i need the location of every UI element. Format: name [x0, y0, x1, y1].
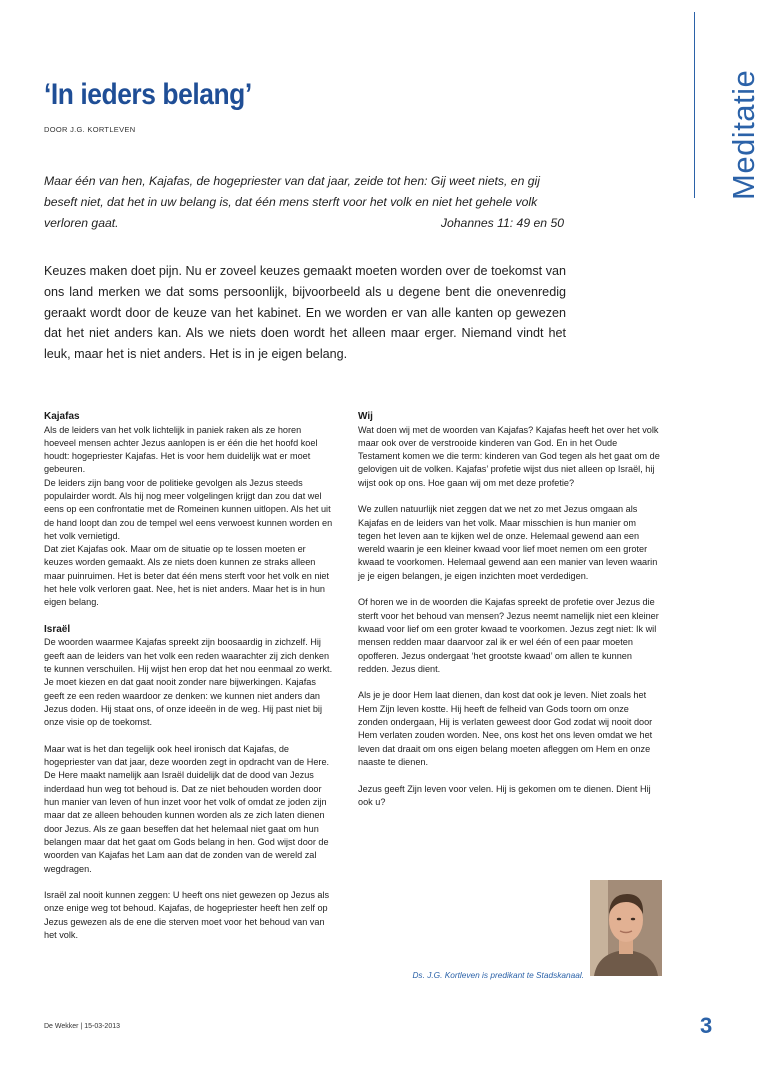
left-column [44, 410, 334, 956]
paragraph: Maar wat is het dan tegelijk ook heel ironisch dat Kajafas, de hogepriester van dat jaar, deze woorden zegt in opdracht van de Here. De Here maakt namelijk aan Israël duidelijk dat de dood van Jezus inderdaad hun weg tot behoud is. Dat ze niet behouden worden door hun manier van leven of hun inzet voor het volk of omdat ze joden zijn maar dat ze alleen behouden kunnen worden als ze zich laten dienen door Jezus. Als ze gaan beseffen dat het helemaal niet gaat om hun belangen maar dat het gaat om Gods belang in hen. God wijst door de woorden van Kajafas het Lam aan dat de zonden van de wereld zal wegdragen. [44, 743, 330, 874]
paragraph: Als de leiders van het volk lichtelijk in paniek raken als ze horen hoeveel mensen achter Jezus aanlopen is er één die het hoofd koel houdt: hogepriester Kajafas. Het is voor hem duidelijk wat er moet gebeuren. [44, 424, 318, 475]
article-title: ‘In ieders belang’ [44, 78, 252, 111]
paragraph: Wat doen wij met de woorden van Kajafas? Kajafas heeft het over het volk maar ook over de verstrooide kinderen van God. En in het Oude Testament komen we die term: kinderen van God tegen als het gaat om de gelovigen uit de volken. Kajafas’ profetie wijst dus niet alleen op Israël, hij wijst ook op ons. Hoe gaan wij om met deze profetie? [358, 424, 660, 488]
right-column [358, 410, 660, 822]
byline: DOOR J.G. KORTLEVEN [44, 125, 136, 134]
author-photo [590, 880, 662, 976]
quote-text: Maar één van hen, Kajafas, de hogepriester van dat jaar, zeide tot hen: Gij weet niets, en gij beseft niet, dat het in uw belang is, dat één mens sterft voor het volk en niet het gehele volk verloren gaat. [44, 174, 540, 230]
paragraph: De woorden waarmee Kajafas spreekt zijn boosaardig in zichzelf. Hij geeft aan de leiders van het volk een reden waarachter zij zich denken te kunnen verschuilen. Hij wijst hen erop dat het nou eenmaal zo werkt. Je moet kiezen en dat gaat nooit zonder nare bijwerkingen. Kajafas geeft ze een reden waardoor ze denken: we kunnen niet anders dan Jezus doden. Hij staat ons, of onze ideeën in de weg. Hij past niet bij onze visie op de toekomst. [44, 637, 333, 728]
section-heading: Kajafas [44, 411, 80, 422]
section-heading: Israël [44, 623, 71, 635]
page-number: 3 [700, 1013, 713, 1038]
paragraph: We zullen natuurlijk niet zeggen dat we net zo met Jezus omgaan als Kajafas en de leiders van het volk. Maar misschien is hun manier om tegen het leven aan te kijken wel de onze. Helemaal gewend aan een wereld waarin je een kleiner kwaad voor lief moet nemen om een groter kwaad te voorkomen. Helemaal gewend aan een manier van leven waarin je je eigen belangen, je eigen inzichten moet verdedigen. [358, 504, 658, 581]
paragraph: Israël zal nooit kunnen zeggen: U heeft ons niet gewezen op Jezus als onze enige weg tot behoud. Kajafas, de hogepriester heeft hen zelf op Jezus gewezen als de ene die sterven moet voor het behoud van van het volk. [44, 890, 330, 940]
quote-reference: Johannes 11: 49 en 50 [440, 216, 564, 230]
paragraph: Jezus geeft Zijn leven voor velen. Hij is gekomen om te dienen. Dient Hij ook u? [358, 783, 651, 807]
photo-caption: Ds. J.G. Kortleven is predikant te Stadskanaal. [412, 970, 584, 980]
paragraph: Dat ziet Kajafas ook. Maar om de situatie op te lossen moeten er keuzes worden gemaakt. Als ze niets doen kunnen ze straks alleen maar puinruimen. Het is beter dat één mens sterft voor het volk en niet het hele volk verloren gaat. Nee, het is niet anders. Maar het is in hun eigen belang. [44, 544, 330, 608]
footer-publication: De Wekker | 15-03-2013 [44, 1023, 121, 1030]
side-rule [694, 12, 695, 198]
paragraph: Als je je door Hem laat dienen, dan kost dat ook je leven. Niet zoals het Hem Zijn leven kostte. Hij heeft de felheid van Gods toorn om onze zonden ondergaan, Hij is verlaten geweest door God zodat wij nooit door Hem verlaten zouden worden. Nee, ons kost het ons leven omdat we het leven dat draait om ons eigen belang moeten afleggen om Hem en onze naaste te dienen. [358, 690, 653, 767]
bible-quote [44, 171, 564, 234]
intro-paragraph: Keuzes maken doet pijn. Nu er zoveel keuzes gemaakt moeten worden over de toekomst van ons land merken we dat soms persoonlijk, bijvoorbeeld als u degene bent die onevenredig geraakt wordt door de keuze van het kabinet. En we worden er van alle kanten op gewezen dat het niet anders kan. Als we niets doen wordt het alleen maar erger. Niemand vindt het leuk, maar het is niet anders. Het is in je eigen belang. [44, 264, 566, 362]
section-heading: Wij [358, 411, 373, 422]
portrait-illustration [590, 880, 662, 976]
paragraph: Of horen we in de woorden die Kajafas spreekt de profetie over Jezus die sterft voor het behoud van mensen? Jezus neemt namelijk niet een kleiner kwaad voor lief om een groter kwaad te voorkomen. Jezus zegt niet: Ik wil mensen redden maar daarvoor zal ik er wel één of een paar moeten opofferen. Jezus ondergaat ‘het grootste kwaad’ om allen te kunnen redden. Jezus dient. [358, 597, 659, 674]
section-label: Meditatie [726, 69, 761, 200]
paragraph: De leiders zijn bang voor de politieke gevolgen als Jezus steeds populairder wordt. Als hij nog meer volgelingen krijgt dan zou dat wel eens op een confrontatie met de Romeinen kunnen uitlopen. Als het uit de hand loopt dan zou de tempel wel eens verwoest kunnen worden en het volk vernietigd. [44, 477, 333, 541]
